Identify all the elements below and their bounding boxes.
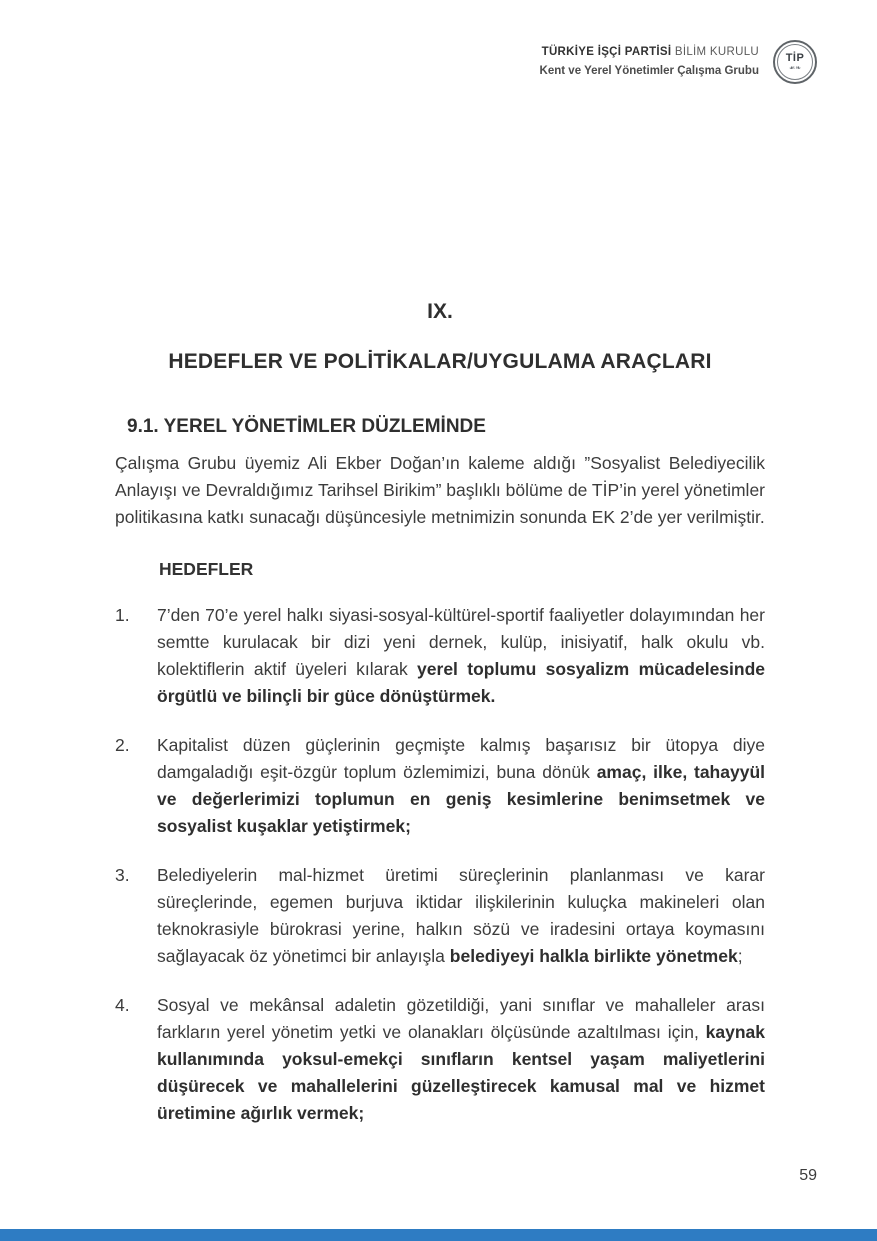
footer-accent-bar	[0, 1229, 877, 1241]
list-item	[115, 602, 765, 710]
text-segment: Sosyal ve mekânsal adaletin gözetildiği, yani sınıflar ve mahalleler arası farkların yerel yönetim yetki ve olanakları ölçüsünde azaltılması için,	[157, 995, 765, 1042]
board-name: BİLİM KURULU	[674, 45, 759, 58]
text-segment-bold: yerel toplumu sosyalizm mücadelesinde örgütlü ve bilinçli bir güce dönüştürmek.	[157, 659, 766, 706]
laurel-icon: ☙❧	[788, 64, 802, 72]
chapter-number: IX.	[427, 300, 453, 323]
list-item	[115, 862, 765, 970]
list-item-text	[157, 732, 765, 840]
text-segment: ;	[737, 946, 743, 966]
text-segment: Belediyelerin mal-hizmet üretimi süreçlerinin planlanması ve karar süreçlerinde, egemen burjuva iktidar ilişkilerinin kuluçka makineleri olan teknokrasiyle bürokrasi yerine, halkın sözü ve iradesini ortaya koymasını sağlayacak öz yönetimci bir anlayışla	[157, 865, 765, 966]
text-segment: 7’den 70’e yerel halkı siyasi-sosyal-kültürel-sportif faaliyetler dolayımından her semtte kurulacak bir dizi yeni dernek, kulüp, inisiyatif, halk okulu vb. kolektiflerin aktif üyeleri kılarak	[157, 605, 765, 679]
text-segment-bold: kaynak kullanımında yoksul-emekçi sınıfların kentsel yaşam maliyetlerini düşürecek ve mahallelerini güzelleştirecek kamusal mal ve hizmet üretimine ağırlık vermek;	[157, 1022, 765, 1123]
text-segment-bold: amaç, ilke, tahayyül ve değerlerimizi toplumun en geniş kesimlerine benimsetmek ve sosyalist kuşaklar yetiştirmek;	[157, 762, 765, 836]
list-item	[115, 732, 765, 840]
list-item-number: 4.	[115, 995, 130, 1015]
list-item-text	[157, 602, 765, 710]
text-segment: Kapitalist düzen güçlerinin geçmişte kalmış başarısız bir ütopya diye damgaladığı eşit-özgür toplum özlemimizi, buna dönük	[157, 735, 765, 782]
text-segment-bold: belediyeyi halkla birlikte yönetmek	[449, 946, 738, 966]
working-group-name: Kent ve Yerel Yönetimler Çalışma Grubu	[539, 65, 759, 77]
chapter-title: HEDEFLER VE POLİTİKALAR/UYGULAMA ARAÇLARI	[168, 350, 712, 373]
page-number: 59	[799, 1167, 817, 1184]
tip-logo-inner-ring	[777, 44, 813, 80]
list-item-number: 3.	[115, 865, 130, 885]
organization-line	[540, 44, 759, 61]
list-item-text	[157, 862, 765, 970]
list-item	[115, 992, 765, 1127]
tip-logo-text: TİP	[785, 51, 805, 64]
goals-heading: HEDEFLER	[159, 559, 254, 579]
party-name: TÜRKİYE İŞÇİ PARTİSİ	[541, 45, 672, 58]
page-header	[540, 40, 817, 84]
section-heading: 9.1. YEREL YÖNETİMLER DÜZLEMİNDE	[127, 416, 486, 437]
intro-paragraph: Çalışma Grubu üyemiz Ali Ekber Doğan’ın kaleme aldığı ”Sosyalist Belediyecilik Anlayışı ve Devraldığımız Tarihsel Birikim” başlıklı bölüme de TİP’in yerel yönetimler politikasına katkı sunacağı düşüncesiyle metnimizin sonunda EK 2’de yer verilmiştir.	[115, 453, 766, 527]
list-item-text	[157, 992, 765, 1127]
list-item-number: 1.	[115, 605, 130, 625]
list-item-number: 2.	[115, 735, 130, 755]
document-body	[115, 300, 765, 1149]
header-text	[540, 44, 759, 81]
tip-logo	[773, 40, 817, 84]
